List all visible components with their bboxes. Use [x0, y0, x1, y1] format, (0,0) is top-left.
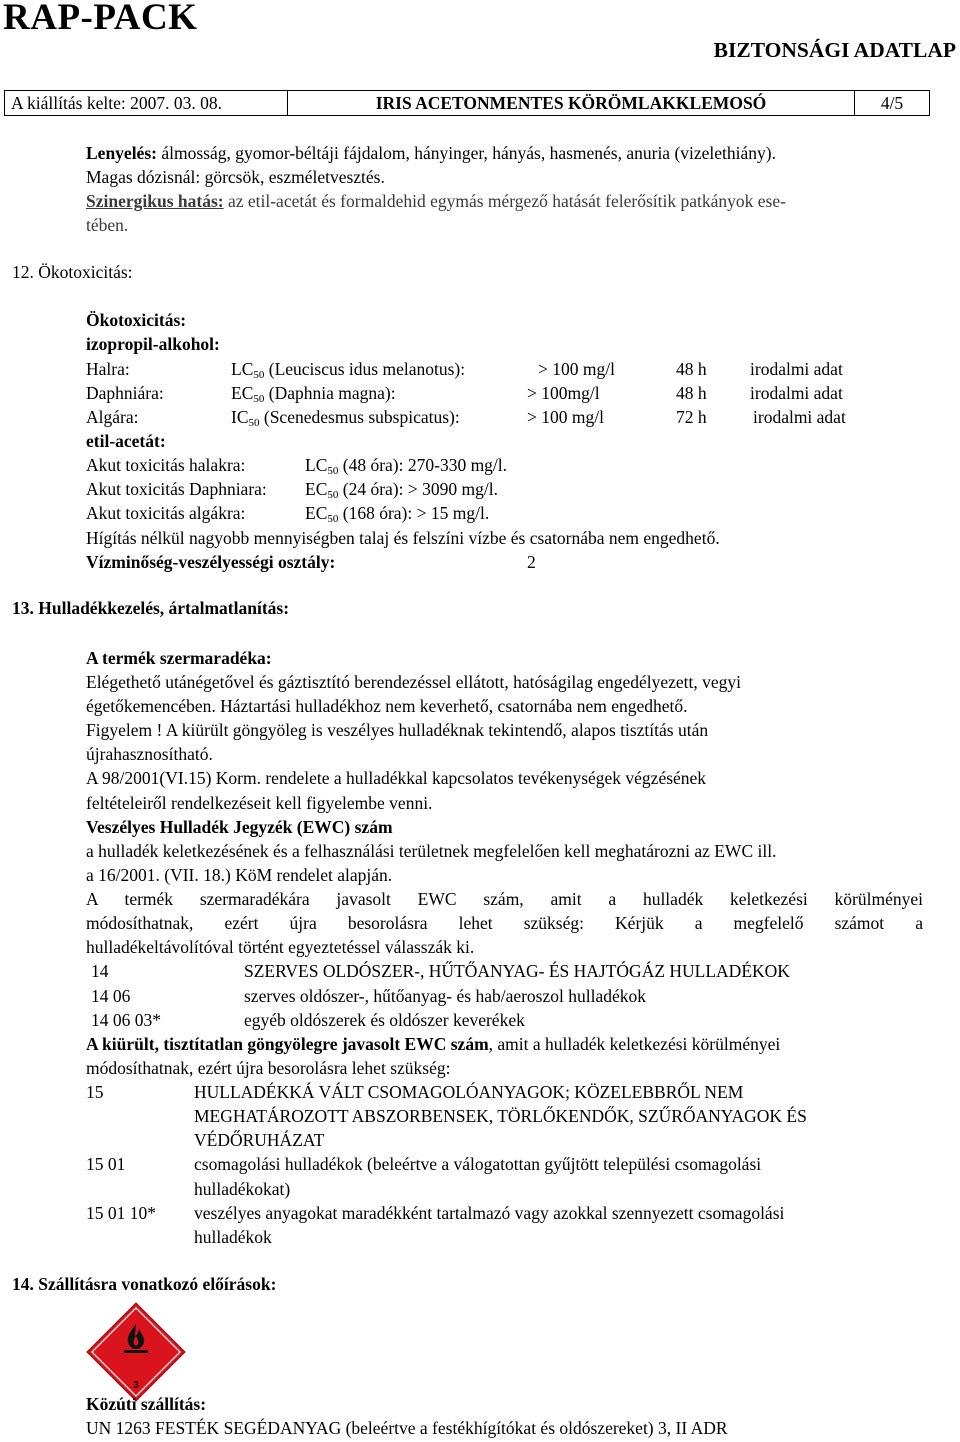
- road-transport-heading: Közúti szállítás:: [86, 1394, 207, 1414]
- section-14-heading: 14. Szállításra vonatkozó előírások:: [12, 1274, 277, 1294]
- paragraph-line: újrahasznosítható.: [86, 744, 213, 764]
- ewc-code: 15: [86, 1082, 104, 1102]
- organism: Daphniára:: [86, 383, 164, 403]
- ewc-code: 14 06: [91, 986, 131, 1006]
- section-12-heading: 12. Ökotoxicitás:: [12, 262, 133, 282]
- flammable-hazard-label-icon: [86, 1302, 186, 1402]
- ecotox-subheading: Ökotoxicitás:: [86, 310, 187, 330]
- tox-code: $EC_{50}$ (Daphnia magna):: [231, 383, 396, 405]
- empty-packaging-line: A kiürült, tisztítatlan göngyölegre javasolt EWC szám, amit a hulladék keletkezési körülményei: [86, 1034, 781, 1054]
- acute-tox-label: Akut toxicitás algákra:: [86, 503, 246, 523]
- un-number-line: UN 1263 FESTÉK SEGÉDANYAG (beleértve a festékhígítókat és oldószereket) 3, II ADR: [86, 1418, 728, 1438]
- ewc-description: HULLADÉKKÁ VÁLT CSOMAGOLÓANYAGOK; KÖZELEBBRŐL NEM: [194, 1082, 744, 1102]
- synergy-label: Szinergikus hatás:: [86, 191, 224, 211]
- ewc-description: szerves oldószer-, hűtőanyag- és hab/aeroszol hulladékok: [244, 986, 647, 1006]
- paragraph-line: feltételeiről rendelkezéseit kell figyelembe venni.: [86, 793, 433, 813]
- water-hazard-value: 2: [527, 552, 536, 572]
- paragraph-line: A 98/2001(VI.15) Korm. rendelete a hulladékkal kapcsolatos tevékenységek végzésének: [86, 768, 707, 788]
- page-number: 4/5: [855, 91, 930, 116]
- water-hazard-label: Vízminőség-veszélyességi osztály:: [86, 552, 336, 572]
- tox-code: $IC_{50}$ (Scenedesmus subspicatus):: [231, 407, 460, 429]
- ingestion-line: [86, 143, 776, 164]
- exposure-time: 48 h: [676, 359, 707, 379]
- dilution-note: Hígítás nélkül nagyobb mennyiségben talaj és felszíni vízbe és csatornába nem engedhető.: [86, 528, 720, 548]
- hazard-class-number: 3: [133, 1380, 139, 1391]
- synergy-text: az etil-acetát és formaldehid egymás mérgező hatását felerősítik patkányok ese-: [223, 191, 786, 211]
- paragraph-line: módosíthatnak, ezért újra besorolásra lehet szükség: Kérjük a megfelelő számot a: [86, 913, 923, 933]
- ewc-description: SZERVES OLDÓSZER-, HŰTŐANYAG- ÉS HAJTÓGÁZ HULLADÉKOK: [244, 961, 790, 981]
- acute-tox-label: Akut toxicitás halakra:: [86, 455, 246, 475]
- ewc-code: 14 06 03*: [91, 1010, 161, 1030]
- residue-heading: A termék szermaradéka:: [86, 648, 272, 668]
- ingestion-label: Lenyelés:: [86, 143, 157, 163]
- acute-tox-value: $EC_{50}$ (168 óra): > 15 mg/l.: [305, 503, 490, 525]
- paragraph-line: Elégethető utánégetővel és gáztisztító berendezéssel ellátott, hatóságilag engedélyezett, vegyi: [86, 672, 742, 692]
- paragraph-line: módosíthatnak, ezért újra besorolásra lehet szükség:: [86, 1058, 451, 1078]
- organism: Halra:: [86, 359, 130, 379]
- ewc-description: egyéb oldószerek és oldószer keverékek: [244, 1010, 525, 1030]
- paragraph-line: a 16/2001. (VII. 18.) KöM rendelet alapján.: [86, 865, 393, 885]
- tox-value: > 100 mg/l: [538, 359, 615, 379]
- ingestion-text: álmosság, gyomor-béltáji fájdalom, hányinger, hányás, hasmenés, anuria (vizelethiány).: [156, 143, 776, 163]
- acute-tox-label: Akut toxicitás Daphniara:: [86, 479, 267, 499]
- paragraph-line: égetőkemencében. Háztartási hulladékhoz nem keverhető, csatornába nem engedhető.: [86, 696, 688, 716]
- ewc-description: hulladékok: [194, 1227, 272, 1247]
- high-dose-line: Magas dózisnál: görcsök, eszméletvesztés.: [86, 167, 385, 187]
- header-table: [4, 90, 930, 116]
- tox-value: > 100 mg/l: [527, 407, 604, 427]
- document-type-title: BIZTONSÁGI ADATLAP: [713, 38, 956, 62]
- tox-value: > 100mg/l: [527, 383, 600, 403]
- isopropanol-heading: izopropil-alkohol:: [86, 334, 220, 354]
- issue-date: A kiállítás kelte: 2007. 03. 08.: [5, 91, 288, 116]
- ewc-code: 15 01: [86, 1154, 126, 1174]
- ewc-code: 14: [91, 961, 109, 981]
- ewc-code: 15 01 10*: [86, 1203, 156, 1223]
- ewc-description: hulladékokat): [194, 1179, 291, 1199]
- ewc-description: veszélyes anyagokat maradékként tartalmazó vagy azokkal szennyezett csomagolási: [194, 1203, 785, 1223]
- section-13-heading: 13. Hulladékkezelés, ártalmatlanítás:: [12, 598, 290, 618]
- acute-tox-value: $LC_{50}$ (48 óra): 270-330 mg/l.: [305, 455, 508, 477]
- data-source: irodalmi adat: [750, 359, 843, 379]
- paragraph-line: A termék szermaradékára javasolt EWC szám, amit a hulladék keletkezési körülményei: [86, 889, 923, 909]
- product-name: IRIS ACETONMENTES KÖRÖMLAKKLEMOSÓ: [288, 91, 855, 116]
- ewc-heading: Veszélyes Hulladék Jegyzék (EWC) szám: [86, 817, 393, 837]
- ewc-description: VÉDŐRUHÁZAT: [194, 1130, 325, 1150]
- ethyl-acetate-heading: etil-acetát:: [86, 431, 166, 451]
- brand-logo-text: RAP-PACK: [3, 0, 198, 38]
- empty-packaging-label: A kiürült, tisztítatlan göngyölegre javasolt EWC szám: [86, 1034, 489, 1054]
- data-source: irodalmi adat: [750, 383, 843, 403]
- organism: Algára:: [86, 407, 139, 427]
- paragraph-line: a hulladék keletkezésének és a felhasználási területnek megfelelően kell meghatározni az EWC ill.: [86, 841, 777, 861]
- exposure-time: 48 h: [676, 383, 707, 403]
- synergy-continuation: tében.: [86, 215, 129, 235]
- synergy-line: [86, 191, 786, 212]
- paragraph-line: hulladékeltávolítóval történt egyeztetéssel válasszák ki.: [86, 937, 475, 957]
- ewc-description: csomagolási hulladékok (beleértve a válogatottan gyűjtött települési csomagolási: [194, 1154, 762, 1174]
- exposure-time: 72 h: [676, 407, 707, 427]
- paragraph-line: Figyelem ! A kiürült göngyöleg is veszélyes hulladéknak tekintendő, alapos tisztítás után: [86, 720, 709, 740]
- data-source: irodalmi adat: [753, 407, 846, 427]
- tox-code: $LC_{50}$ (Leuciscus idus melanotus):: [231, 359, 466, 381]
- acute-tox-value: $EC_{50}$ (24 óra): > 3090 mg/l.: [305, 479, 498, 501]
- ewc-description: MEGHATÁROZOTT ABSZORBENSEK, TÖRLŐKENDŐK, SZŰRŐANYAGOK ÉS: [194, 1106, 807, 1126]
